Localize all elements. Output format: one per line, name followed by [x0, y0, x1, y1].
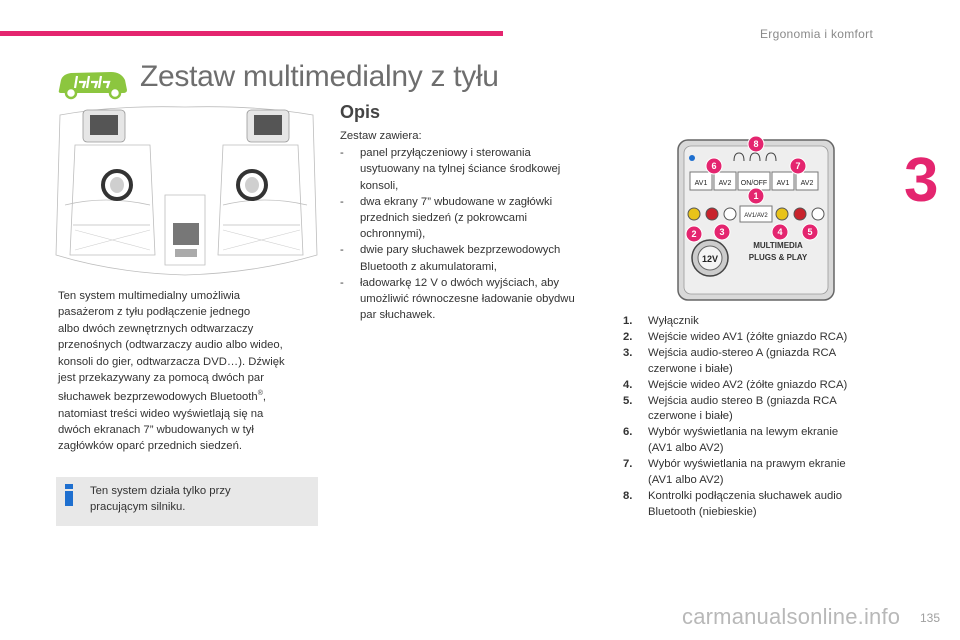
page-title: Zestaw multimedialny z tyłu — [140, 60, 499, 93]
legend-line: Wejście wideo AV1 (żółte gniazdo RCA) — [648, 330, 848, 343]
legend-item — [623, 330, 883, 346]
list-item-line: dwie pary słuchawek bezprzewodowych — [360, 244, 561, 257]
intro-line: przenośnych (odtwarzaczy audio albo wideo, — [58, 339, 283, 352]
callout-5: 5 — [807, 227, 813, 237]
legend-line: Wybór wyświetlania na lewym ekranie — [648, 426, 839, 439]
rca-yellow-1 — [688, 208, 700, 220]
rca-red-1 — [706, 208, 718, 220]
intro-line: albo dwóch zewnętrznych odtwarzaczy — [58, 322, 254, 335]
legend-num: 1. — [623, 315, 633, 327]
legend-item — [623, 378, 883, 394]
list-item-line: dwa ekrany 7” wbudowane w zagłówki — [360, 195, 553, 208]
section-title: Ergonomia i komfort — [760, 27, 874, 41]
intro-line: natomiast treści wideo wyświetlają się na — [58, 407, 264, 420]
list-item-line: konsoli, — [360, 179, 399, 192]
legend-num: 8. — [623, 489, 633, 502]
list-item-line: ochronnymi), — [360, 228, 426, 241]
list-item: - ładowarkę 12 V o dwóch wyjściach, aby umożliwić równoczesne ładowanie obydwu par słuchawek. — [340, 275, 608, 324]
info-box — [56, 477, 318, 526]
intro-line: jest przekazywany za pomocą dwóch par — [58, 372, 264, 385]
callout-8: 8 — [753, 139, 759, 149]
list-item: - dwa ekrany 7” wbudowane w zagłówki przednich siedzeń (z pokrowcami ochronnymi), — [340, 194, 608, 243]
rca-red-2 — [794, 208, 806, 220]
car-rear-passengers-icon — [55, 68, 129, 100]
list-item-line: Bluetooth z akumulatorami, — [360, 260, 497, 273]
intro-line: konsoli do gier, odtwarzacza DVD…). Dźwięk — [58, 355, 285, 368]
opis-lead: Zestaw zawiera: — [340, 130, 422, 142]
legend-item — [623, 425, 883, 457]
legend-line: Wybór wyświetlania na prawym ekranie — [648, 458, 846, 471]
info-line: pracującym silniku. — [90, 500, 186, 513]
legend-line: Wyłącznik — [648, 315, 699, 327]
panel-legend — [623, 314, 883, 521]
rear-seat-illustration — [55, 105, 318, 277]
list-item-line: usytuowany na tylnej ściance środkowej — [360, 163, 561, 176]
rca-yellow-2 — [776, 208, 788, 220]
legend-num: 6. — [623, 426, 633, 439]
legend-item — [623, 346, 883, 378]
callout-7: 7 — [795, 161, 801, 171]
list-item: - dwie pary słuchawek bezprzewodowych Bluetooth z akumulatorami, — [340, 242, 608, 274]
brand-line-1: MULTIMEDIA — [753, 241, 803, 250]
legend-line: Kontrolki podłączenia słuchawek audio — [648, 489, 843, 502]
chapter-number: 3 — [904, 146, 939, 215]
av1-right-label: AV1 — [776, 180, 790, 187]
intro-paragraph — [58, 288, 323, 455]
intro-line: zagłówków oparć przednich siedzeń. — [58, 440, 242, 453]
info-text — [90, 484, 310, 515]
legend-item — [623, 394, 883, 426]
legend-item — [623, 457, 883, 489]
list-item-line: umożliwić równoczesne ładowanie obydwu — [360, 293, 575, 306]
legend-num: 3. — [623, 346, 633, 359]
opis-list — [340, 145, 608, 323]
info-icon — [62, 483, 76, 507]
brand-line-2: PLUGS & PLAY — [748, 253, 808, 262]
watermark: carmanualsonline.info — [682, 604, 901, 629]
callout-1: 1 — [753, 191, 759, 201]
list-item-line: par słuchawek. — [360, 309, 436, 322]
registered-mark: ® — [257, 390, 263, 398]
intro-bluetooth-text: słuchawek bezprzewodowych Bluetooth — [58, 391, 258, 404]
list-item-line: przednich siedzeń (z pokrowcami — [360, 212, 528, 225]
legend-line: (AV1 albo AV2) — [648, 442, 724, 455]
legend-line: czerwone i białe) — [648, 362, 733, 375]
av2-left-label: AV2 — [718, 180, 732, 187]
legend-num: 4. — [623, 378, 633, 391]
list-item-line: ładowarkę 12 V o dwóch wyjściach, aby — [360, 276, 560, 289]
intro-line — [58, 386, 323, 405]
rca-white-2 — [812, 208, 824, 220]
av2-right-label: AV2 — [800, 180, 814, 187]
intro-bluetooth-end: , — [262, 391, 267, 404]
legend-line: Wejścia audio stereo B (gniazda RCA — [648, 394, 837, 407]
legend-item — [623, 314, 883, 330]
legend-num: 2. — [623, 330, 633, 343]
list-item: - panel przyłączeniowy i sterowania usytuowany na tylnej ściance środkowej konsoli, — [340, 145, 608, 194]
av1-left-label: AV1 — [694, 180, 708, 187]
multimedia-panel-diagram — [676, 134, 836, 304]
legend-line: czerwone i białe) — [648, 410, 733, 423]
callout-4: 4 — [777, 227, 783, 237]
legend-line: Bluetooth (niebieskie) — [648, 505, 757, 518]
page-number: 135 — [919, 611, 940, 625]
legend-num: 5. — [623, 394, 633, 407]
bluetooth-led-icon — [689, 155, 695, 161]
legend-line: Wejście wideo AV2 (żółte gniazdo RCA) — [648, 378, 848, 391]
onoff-label: ON/OFF — [740, 180, 768, 187]
socket-12v-label: 12V — [701, 254, 719, 264]
rca-white-1 — [724, 208, 736, 220]
legend-line: Wejścia audio-stereo A (gniazda RCA — [648, 346, 837, 359]
av-switch-label: AV1/AV2 — [744, 213, 768, 219]
intro-line: pasażerom z tyłu podłączenie jednego — [58, 306, 251, 319]
accent-bar — [0, 31, 503, 36]
opis-description — [340, 128, 608, 323]
legend-item — [623, 489, 883, 521]
callout-3: 3 — [719, 227, 725, 237]
callout-2: 2 — [691, 229, 697, 239]
legend-line: (AV1 albo AV2) — [648, 474, 724, 487]
opis-heading: Opis — [340, 102, 381, 122]
legend-num: 7. — [623, 458, 633, 471]
intro-line: dwóch ekranach 7” wbudowanych w tył — [58, 424, 254, 437]
callout-6: 6 — [711, 161, 717, 171]
intro-line: Ten system multimedialny umożliwia — [58, 290, 241, 302]
list-item-line: panel przyłączeniowy i sterowania — [360, 147, 531, 160]
info-line: Ten system działa tylko przy — [90, 485, 231, 497]
